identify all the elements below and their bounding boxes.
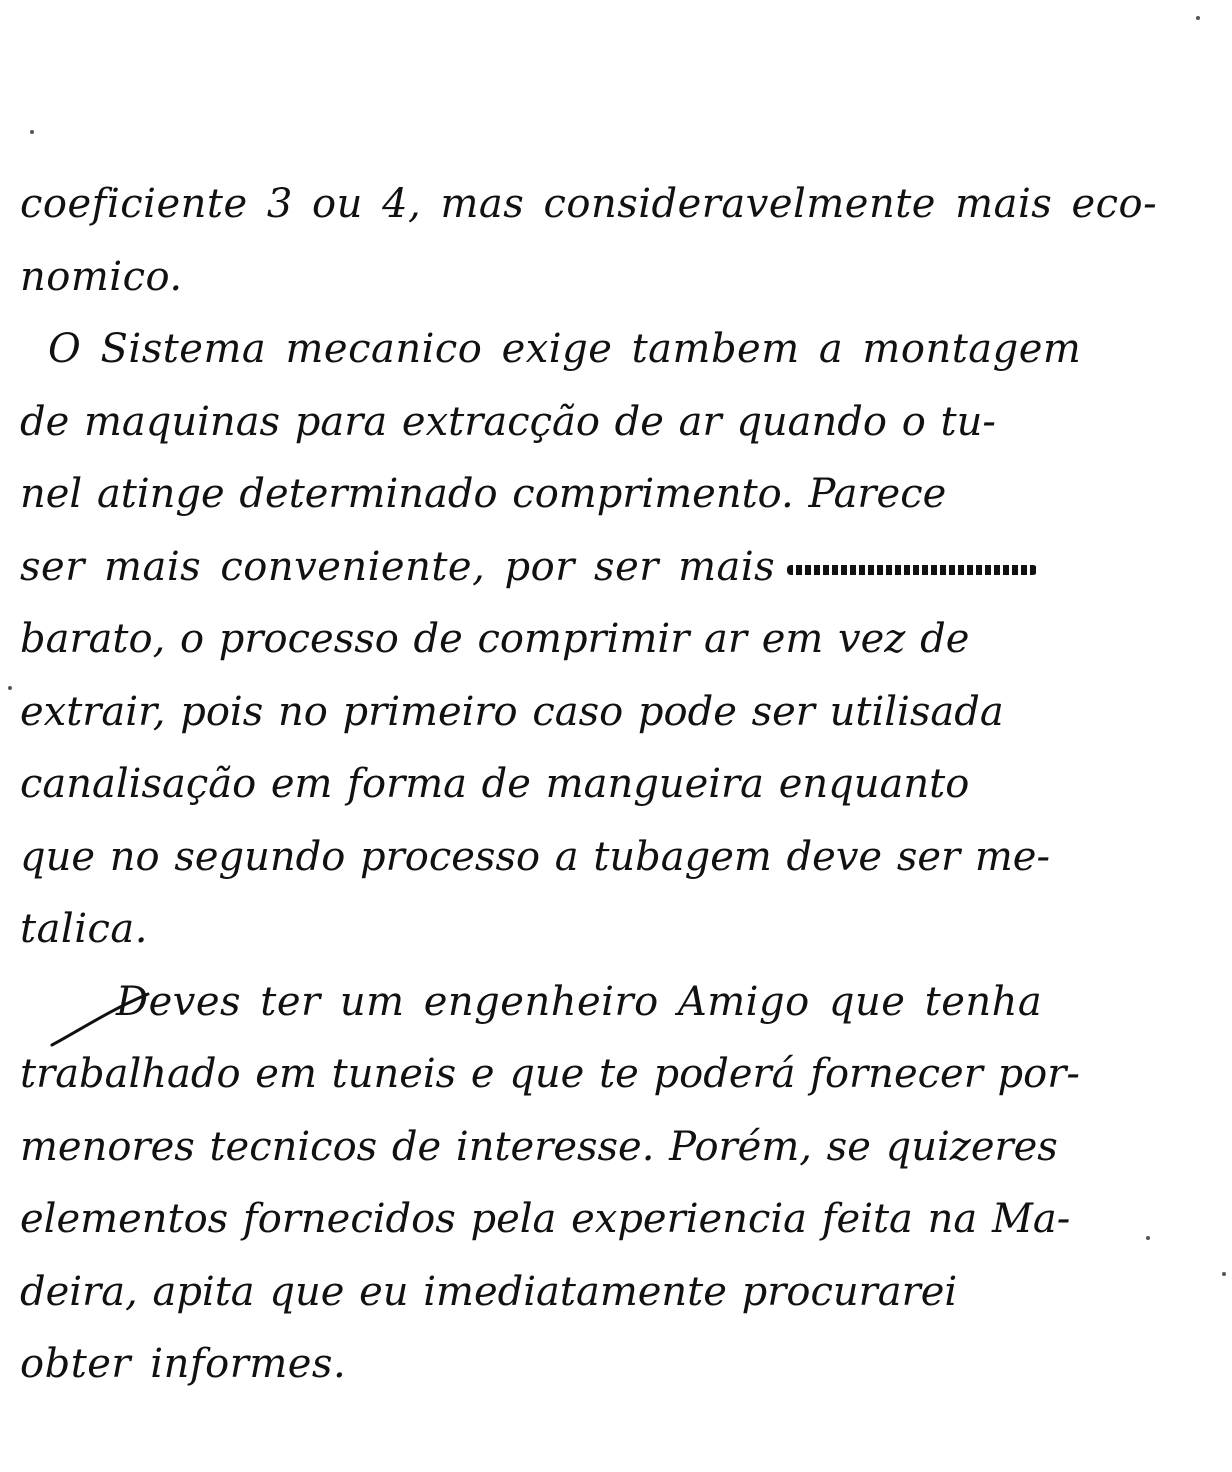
text-line-15: elementos fornecidos pela experiencia feita na Ma-	[20, 1196, 1071, 1242]
text-line-2: nomico.	[20, 253, 183, 300]
text-line-3: O Sistema mecanico exige tambem a montagem	[48, 326, 1082, 372]
paper-speck	[30, 130, 34, 134]
text-line-4: de maquinas para extracção de ar quando o tu-	[20, 398, 996, 445]
paper-speck	[8, 686, 12, 690]
paper-speck	[1196, 16, 1200, 20]
text-line-17: obter informes.	[20, 1341, 347, 1387]
text-line-6	[20, 531, 1210, 604]
text-line-9: canalisação em forma de mangueira enquanto	[20, 761, 970, 807]
manuscript-text	[20, 168, 1210, 1401]
text-line-8: extrair, pois no primeiro caso pode ser utilisada	[20, 688, 1004, 735]
text-line-12: Deves ter um engenheiro Amigo que tenha	[116, 978, 1043, 1025]
text-line-16: deira, apita que eu imediatamente procurarei	[20, 1268, 958, 1315]
text-line-6-words: ser mais conveniente, por ser mais	[20, 543, 776, 590]
text-line-13: trabalhado em tuneis e que te poderá fornecer por-	[20, 1051, 1080, 1097]
text-line-10: que no segundo processo a tubagem deve ser me-	[20, 833, 1050, 880]
text-line-7: barato, o processo de comprimir ar em vez de	[20, 616, 970, 662]
text-line-5: nel atinge determinado comprimento. Parece	[20, 471, 947, 517]
struck-out-word	[787, 565, 1037, 575]
text-line-14: menores tecnicos de interesse. Porém, se quizeres	[20, 1123, 1058, 1170]
text-line-1: coeficiente 3 ou 4, mas consideravelmente mais eco-	[20, 181, 1158, 227]
paper-speck	[1222, 1272, 1226, 1276]
text-line-11: talica.	[20, 906, 148, 952]
